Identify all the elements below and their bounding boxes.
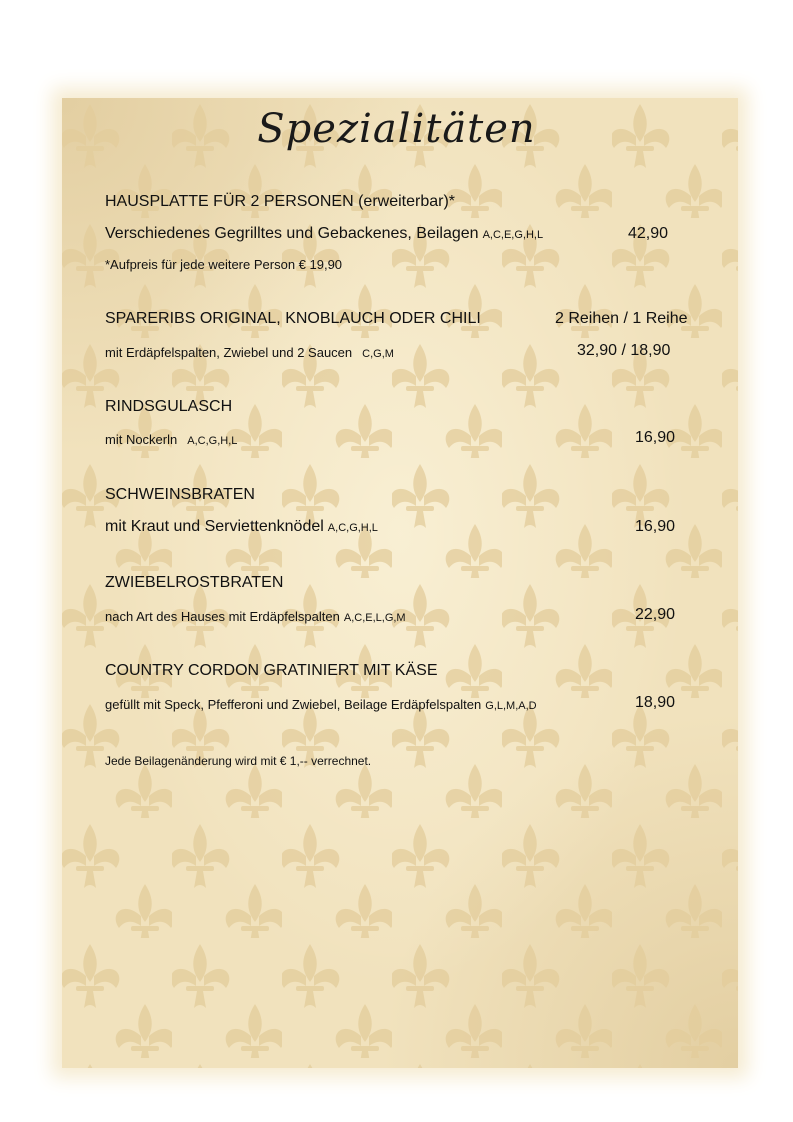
- dish-description: mit Nockerln: [105, 432, 178, 447]
- allergen-codes: A,C,E,G,H,L: [482, 229, 544, 241]
- dish-description: mit Erdäpfelspalten, Zwiebel und 2 Saucen: [105, 345, 353, 360]
- page-title: Spezialitäten: [257, 106, 536, 152]
- allergen-codes: G,L,M,A,D: [485, 700, 537, 712]
- dish-description-row: [105, 518, 378, 536]
- dish-description: Verschiedenes Gegrilltes und Gebackenes, Beilagen: [105, 225, 479, 242]
- allergen-codes: A,C,G,H,L: [327, 522, 378, 534]
- allergen-codes: C,G,M: [362, 348, 394, 360]
- dish-name: HAUSPLATTE FÜR 2 PERSONEN (erweiterbar)*: [105, 193, 455, 210]
- dish-description-row: [105, 225, 543, 243]
- dish-name: COUNTRY CORDON GRATINIERT MIT KÄSE: [105, 662, 438, 679]
- dish-description-row: [105, 432, 237, 447]
- dish-note: *Aufpreis für jede weitere Person € 19,90: [105, 257, 343, 272]
- dish-name: ZWIEBELROSTBRATEN: [105, 574, 284, 591]
- dish-description: gefüllt mit Speck, Pfefferoni und Zwiebel, Beilage Erdäpfelspalten: [105, 697, 482, 712]
- portion-label: 2 Reihen / 1 Reihe: [555, 310, 688, 327]
- dish-price: 22,90: [635, 606, 676, 623]
- dish-price: 16,90: [635, 518, 676, 535]
- footer-note: Jede Beilagenänderung wird mit € 1,-- verrechnet.: [105, 754, 372, 768]
- dish-description: mit Kraut und Serviettenknödel: [105, 518, 324, 535]
- dish-price: 16,90: [635, 429, 676, 446]
- dish-name: SCHWEINSBRATEN: [105, 486, 255, 503]
- dish-price: 32,90 / 18,90: [577, 342, 671, 359]
- dish-price: 42,90: [628, 225, 669, 242]
- dish-description: nach Art des Hauses mit Erdäpfelspalten: [105, 609, 340, 624]
- dish-price: 18,90: [635, 694, 676, 711]
- dish-name: SPARERIBS ORIGINAL, KNOBLAUCH ODER CHILI: [105, 310, 481, 327]
- allergen-codes: A,C,E,L,G,M: [343, 612, 406, 624]
- dish-description-row: [105, 697, 537, 712]
- dish-name: RINDSGULASCH: [105, 398, 233, 415]
- allergen-codes: A,C,G,H,L: [187, 435, 238, 447]
- dish-description-row: [105, 345, 394, 360]
- dish-description-row: [105, 609, 406, 624]
